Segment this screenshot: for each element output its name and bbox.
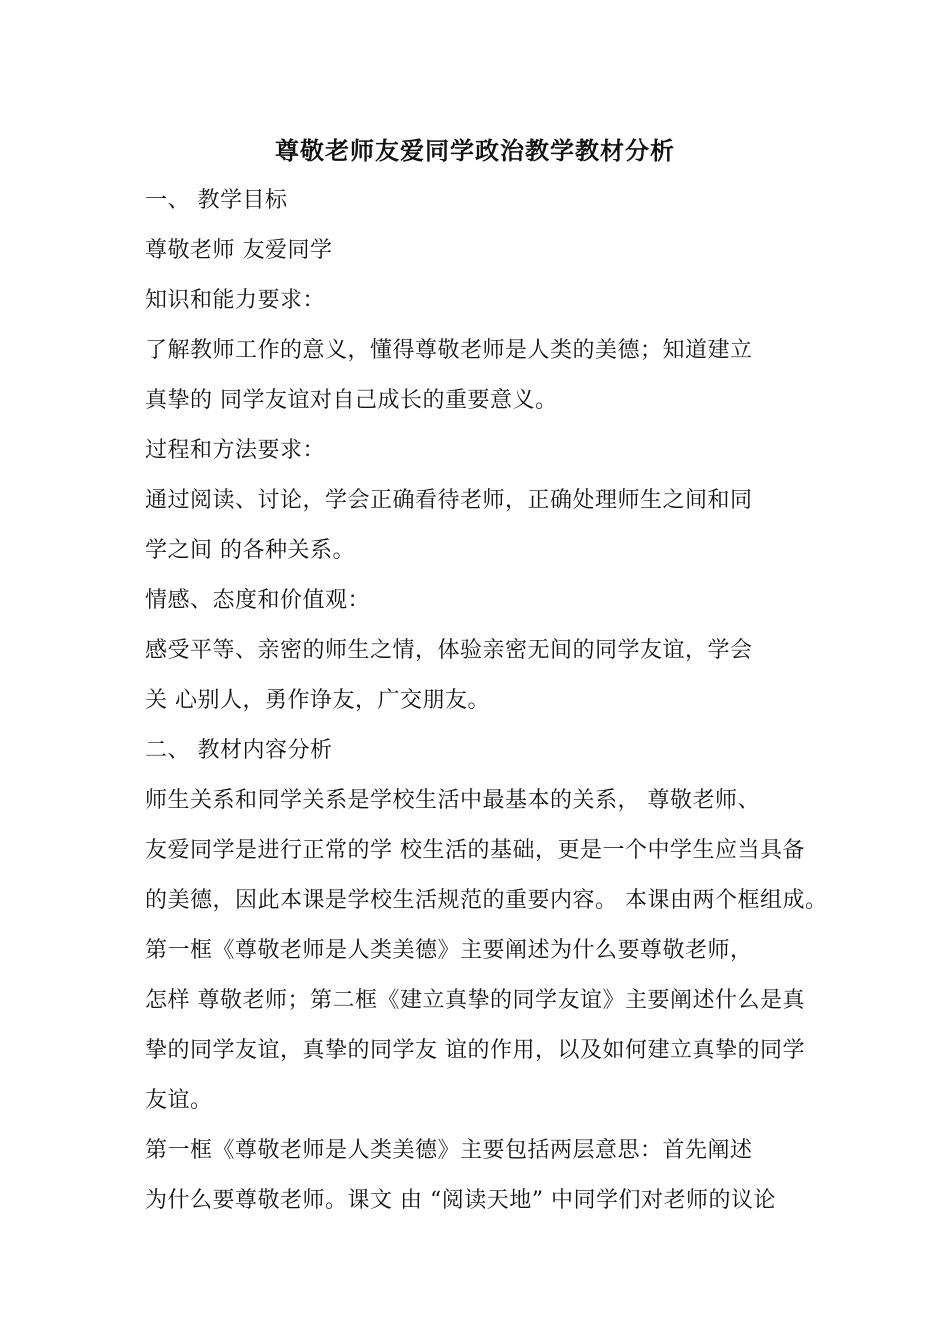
paragraph-line: 真挚的 同学友谊对自己成长的重要意义。 <box>145 388 558 413</box>
subheading-attitude: 情感、态度和价值观： <box>145 588 371 613</box>
paragraph-line: 第一框《尊敬老师是人类美德》主要阐述为什么要尊敬老师， <box>145 938 753 963</box>
paragraph-line: 友爱同学是进行正常的学 校生活的基础，更是一个中学生应当具备 <box>145 838 805 863</box>
section-heading-2: 二、 教材内容分析 <box>145 738 333 763</box>
paragraph-line: 关 心别人，勇作诤友，广交朋友。 <box>145 688 490 713</box>
section-heading-1: 一、 教学目标 <box>145 188 288 213</box>
paragraph-line: 挚的同学友谊，真挚的同学友 谊的作用，以及如何建立真挚的同学 <box>145 1038 805 1063</box>
subheading-process: 过程和方法要求： <box>145 438 326 463</box>
paragraph-line: 怎样 尊敬老师；第二框《建立真挚的同学友谊》主要阐述什么是真 <box>145 988 805 1013</box>
paragraph-line: 师生关系和同学关系是学校生活中最基本的关系， 尊敬老师、 <box>145 788 760 813</box>
subheading-knowledge: 知识和能力要求： <box>145 288 326 313</box>
paragraph-line: 的美德，因此本课是学校生活规范的重要内容。 本课由两个框组成。 <box>145 888 828 913</box>
paragraph-line: 友谊。 <box>145 1088 213 1113</box>
paragraph-line: 通过阅读、讨论，学会正确看待老师，正确处理师生之间和同 <box>145 488 753 513</box>
paragraph-line: 为什么要尊敬老师。课文 由 “阅读天地” 中同学们对老师的议论 <box>145 1188 776 1213</box>
document-title: 尊敬老师友爱同学政治教学教材分析 <box>275 136 675 165</box>
paragraph-line: 了解教师工作的意义，懂得尊敬老师是人类的美德；知道建立 <box>145 338 753 363</box>
paragraph-line: 感受平等、亲密的师生之情，体验亲密无间的同学友谊，学会 <box>145 638 753 663</box>
subheading-topic: 尊敬老师 友爱同学 <box>145 238 333 263</box>
paragraph-line: 第一框《尊敬老师是人类美德》主要包括两层意思：首先阐述 <box>145 1138 753 1163</box>
paragraph-line: 学之间 的各种关系。 <box>145 538 355 563</box>
